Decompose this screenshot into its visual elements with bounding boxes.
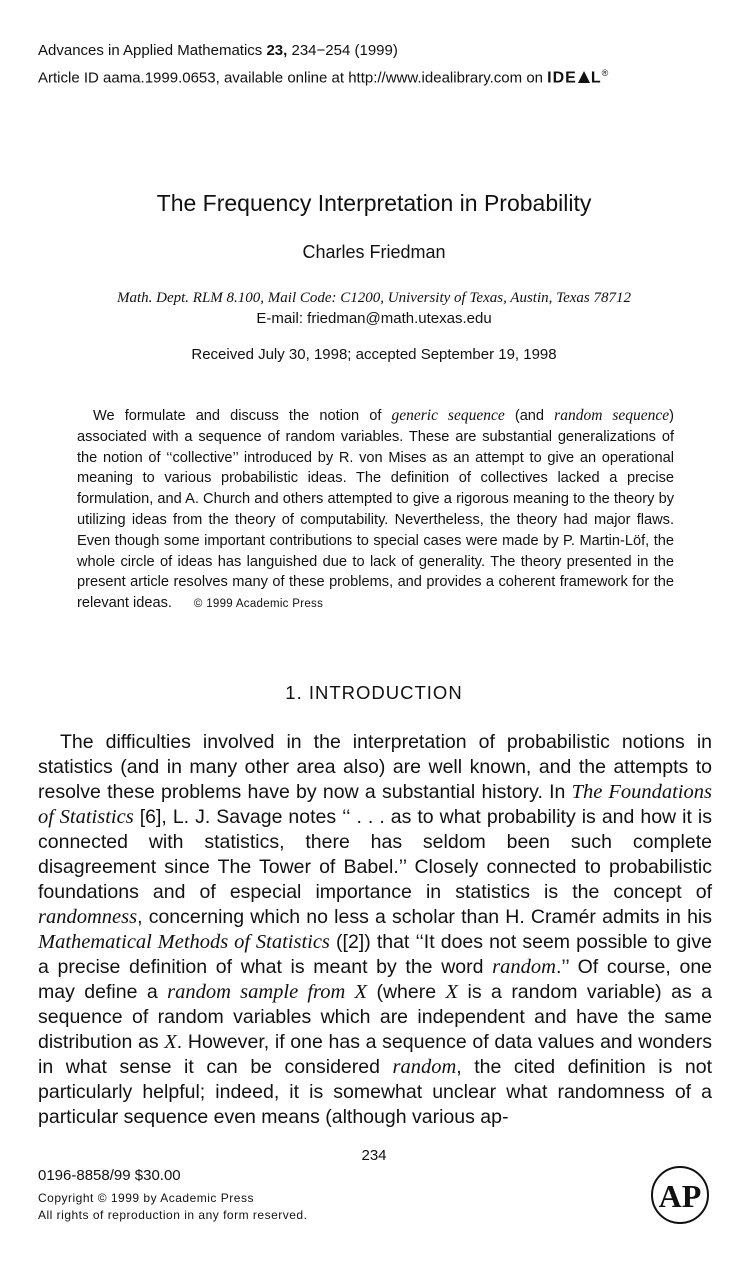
abstract-copyright: © 1999 Academic Press bbox=[193, 598, 324, 611]
academic-press-logo bbox=[650, 1165, 710, 1225]
page-number: 234 bbox=[361, 1147, 387, 1164]
abstract: We formulate and discuss the notion of generic sequence (and random sequence) associated with a sequence of random variables. These are substantial generalizations of the notion of ‘‘collective’’ introduced by R. von Mises as an attempt to give an operational meaning to various probabilistic ideas. The definition of collectives lacked a precise formulation, and A. Church and others attempted to give a rigorous meaning to the theory by utilizing ideas from the theory of computability. Nevertheless, the theory had major flaws. Even though some important contributions to special cases were made by P. Martin-Löf, the whole circle of ideas has languished due to lack of generality. The theory presented in the present article resolves many of these problems, and provides a coherent framework for the relevant ideas. © 1999 Academic Press bbox=[77, 407, 674, 612]
svg-text:AP: AP bbox=[658, 1178, 702, 1214]
article-id-line bbox=[38, 62, 609, 89]
section-heading: 1. INTRODUCTION bbox=[285, 682, 463, 703]
received-dates: Received July 30, 1998; accepted September 19, 1998 bbox=[191, 346, 557, 363]
journal-name: Advances in Applied Mathematics bbox=[38, 42, 267, 59]
copyright-notice bbox=[38, 1190, 307, 1224]
copyright-line: Copyright © 1999 by Academic Press bbox=[38, 1191, 254, 1205]
author-name: Charles Friedman bbox=[302, 242, 446, 262]
paper-title: The Frequency Interpretation in Probability bbox=[156, 190, 592, 216]
issn-price: 0196-8858/99 $30.00 bbox=[38, 1167, 181, 1184]
journal-citation bbox=[38, 40, 609, 62]
ideal-logo-mark bbox=[577, 70, 591, 84]
body-paragraph: The difficulties involved in the interpretation of probabilistic notions in statistics (and in many other area also) are well known, and the attempts to resolve these problems have by now a substantial history. In The Foundations of Statistics [6], L. J. Savage notes ‘‘ . . . as to what probability is and how it is connected with statistics, there has seldom been such complete disagreement since The Tower of Babel.’’ Closely connected to probabilistic foundations and of especial importance in statistics is the concept of randomness, concerning which no less a scholar than H. Cramér admits in his Mathematical Methods of Statistics ([2]) that ‘‘It does not seem possible to give a precise definition of what is meant by the word random.’’ Of course, one may define a random sample from X (where X is a random variable) as a sequence of random variables which are independent and have the same distribution as X. However, if one has a sequence of data values and wonders in what sense it can be considered random, the cited definition is not particularly helpful; indeed, it is somewhat unclear what randomness of a particular sequence even means (although various ap- bbox=[38, 731, 713, 1128]
article-id: Article ID aama.1999.0653, available online at http://www.idealibrary.com on bbox=[38, 69, 548, 87]
ideal-logo: IDE L® bbox=[547, 68, 610, 87]
journal-pages: 234−254 (1999) bbox=[287, 42, 398, 59]
journal-header bbox=[38, 40, 609, 89]
rights-line: All rights of reproduction in any form reserved. bbox=[38, 1208, 308, 1222]
journal-volume: 23, bbox=[266, 42, 288, 59]
author-email: E-mail: friedman@math.utexas.edu bbox=[256, 310, 492, 327]
author-affiliation: Math. Dept. RLM 8.100, Mail Code: C1200, University of Texas, Austin, Texas 78712 bbox=[116, 290, 631, 306]
